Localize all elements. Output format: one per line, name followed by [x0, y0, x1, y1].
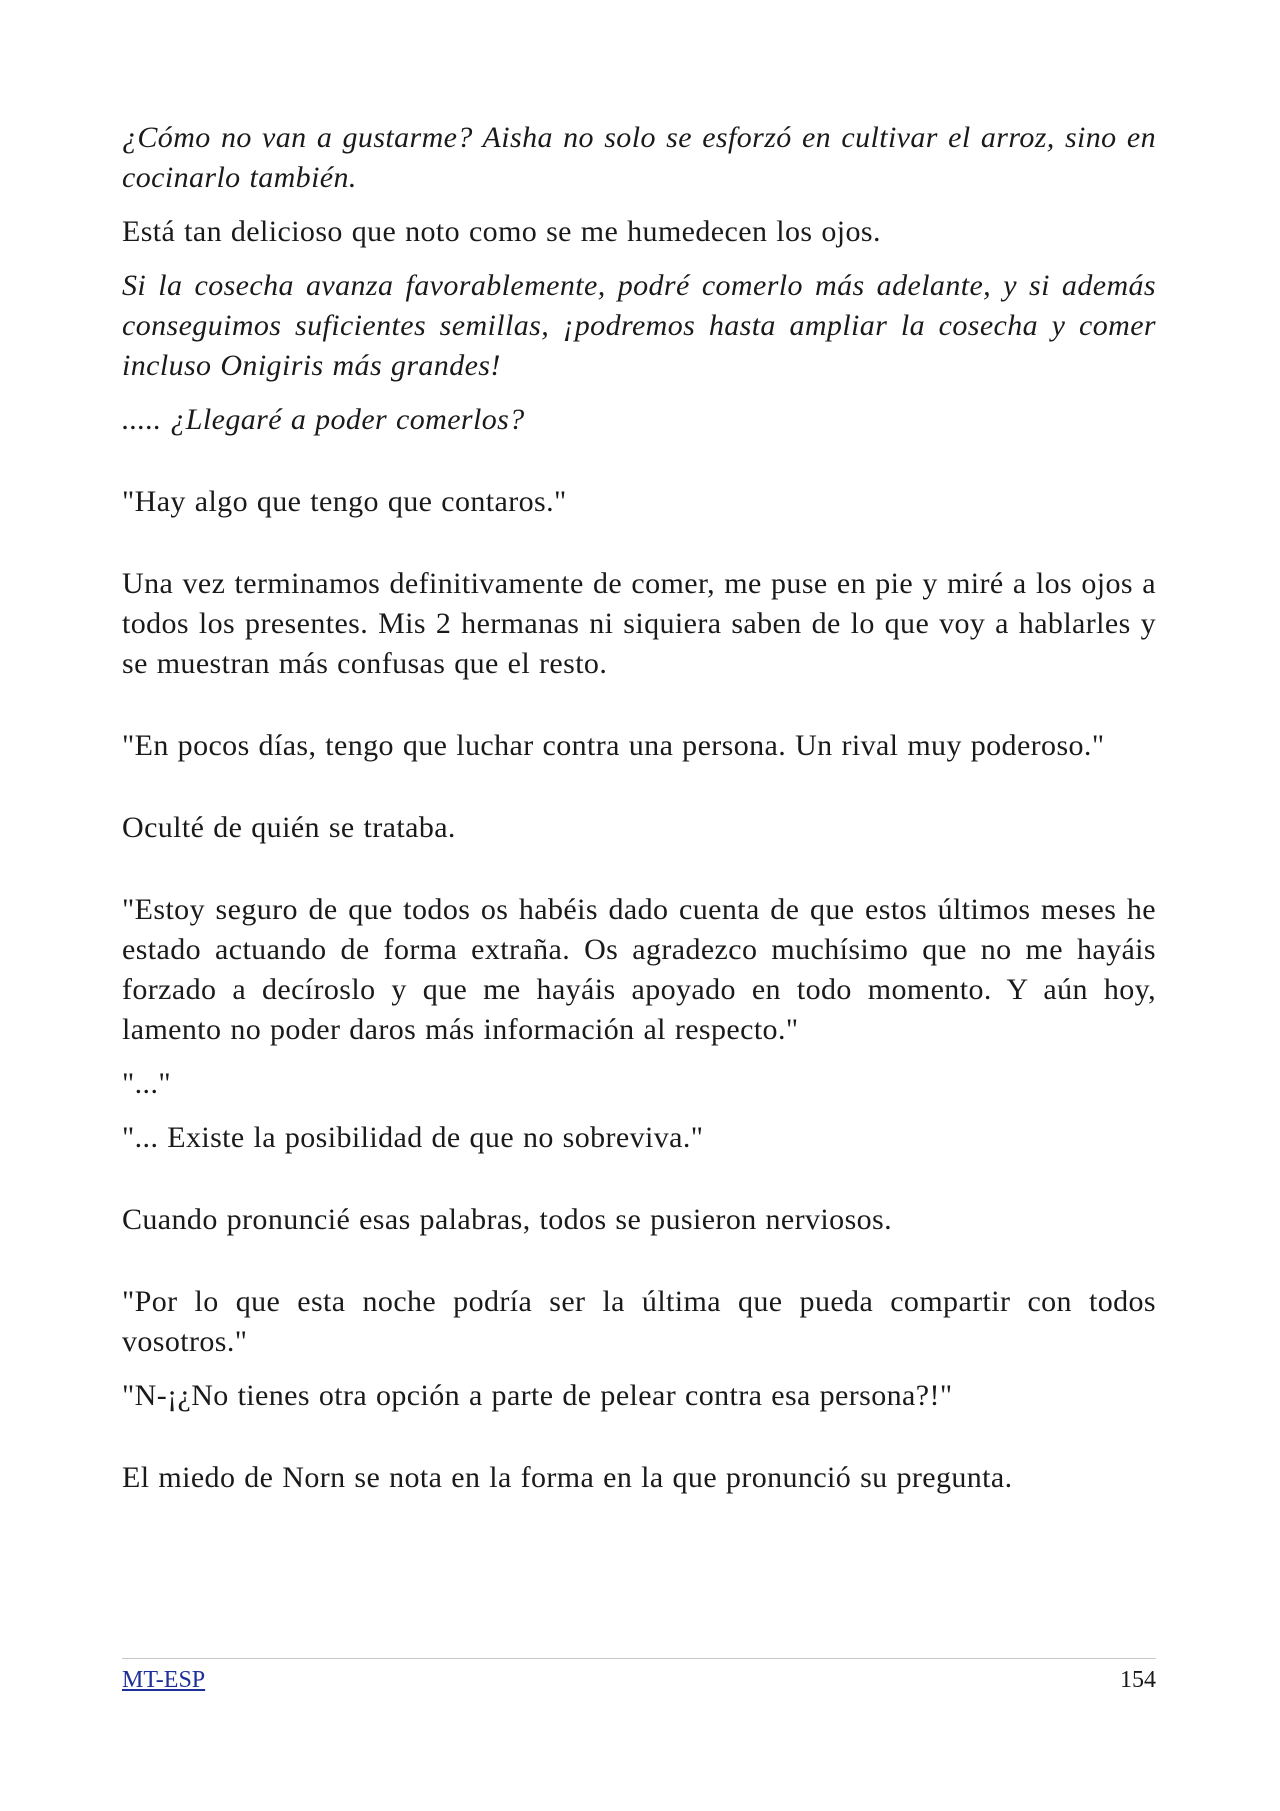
paragraph: "..."	[122, 1067, 171, 1100]
paragraph: "Estoy seguro de que todos os habéis dado cuenta de que estos últimos meses he estado actuando de forma extraña. Os agradezco muchísimo que no me hayáis forzado a decíroslo y que me hayáis apoyado en todo momento. Y aún hoy, lamento no poder daros más información al respecto."	[122, 893, 1156, 1046]
page-number: 154	[1120, 1667, 1156, 1693]
paragraph: "N-¡¿No tienes otra opción a parte de pelear contra esa persona?!"	[122, 1379, 953, 1412]
paragraph: ..... ¿Llegaré a poder comerlos?	[122, 403, 525, 436]
footer-link[interactable]: MT-ESP	[122, 1667, 206, 1693]
paragraph: El miedo de Norn se nota en la forma en la que pronunció su pregunta.	[122, 1461, 1013, 1494]
paragraph: ¿Cómo no van a gustarme? Aisha no solo se esforzó en cultivar el arroz, sino en cocinarlo también.	[122, 121, 1156, 194]
paragraph: Oculté de quién se trataba.	[122, 811, 456, 844]
paragraph: "... Existe la posibilidad de que no sobreviva."	[122, 1121, 704, 1154]
page-footer	[122, 1658, 1156, 1695]
paragraph: Está tan delicioso que noto como se me humedecen los ojos.	[122, 215, 881, 248]
paragraph: Cuando pronuncié esas palabras, todos se pusieron nerviosos.	[122, 1203, 893, 1236]
paragraph: Una vez terminamos definitivamente de comer, me puse en pie y miré a los ojos a todos los presentes. Mis 2 hermanas ni siquiera saben de lo que voy a hablarles y se muestran más confusas que el resto.	[122, 567, 1156, 680]
paragraph: "En pocos días, tengo que luchar contra una persona. Un rival muy poderoso."	[122, 729, 1105, 762]
paragraph: "Por lo que esta noche podría ser la última que pueda compartir con todos vosotros."	[122, 1285, 1156, 1358]
page-body	[122, 118, 1156, 1498]
paragraph: "Hay algo que tengo que contaros."	[122, 485, 567, 518]
paragraph: Si la cosecha avanza favorablemente, podré comerlo más adelante, y si además conseguimos suficientes semillas, ¡podremos hasta ampliar la cosecha y comer incluso Onigiris más grandes!	[122, 269, 1156, 382]
